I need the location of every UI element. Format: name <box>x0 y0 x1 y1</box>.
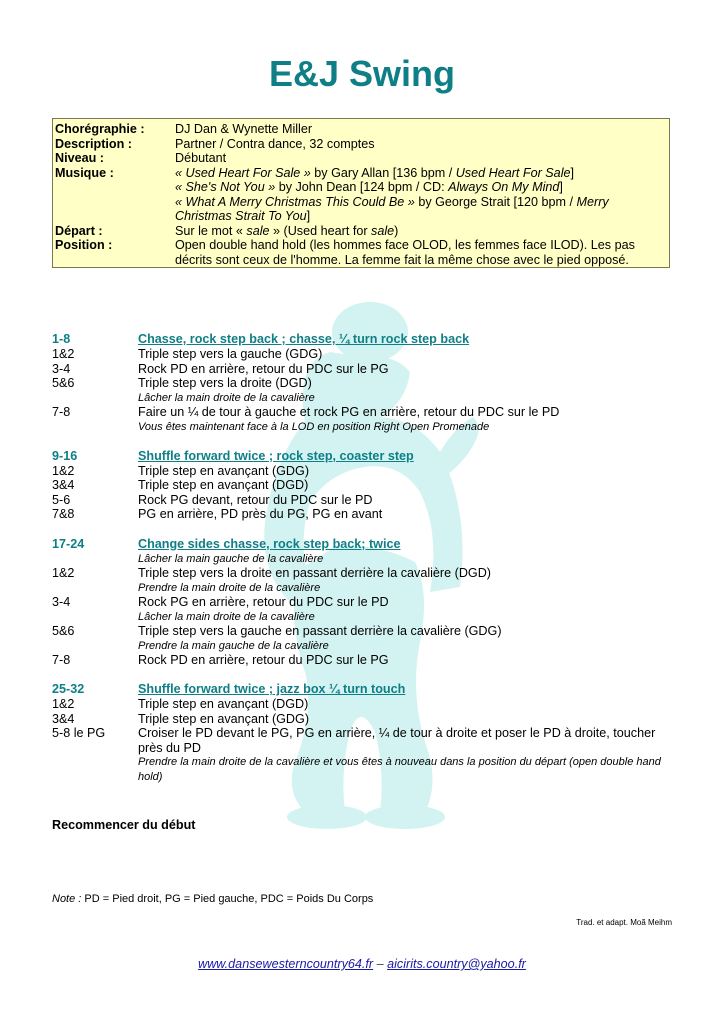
track-end: ] <box>570 165 574 180</box>
step-count: 5&6 <box>52 376 75 391</box>
step-row <box>52 595 677 610</box>
step-description: Triple step vers la droite en passant derrière la cavalière (DGD) <box>138 565 491 580</box>
step-sections <box>52 332 677 799</box>
section <box>52 537 677 668</box>
step-row <box>52 478 677 493</box>
track-details: by John Dean [124 bpm / CD: <box>275 180 449 194</box>
step-count: 1&2 <box>52 565 75 580</box>
music-list <box>175 166 669 224</box>
track-title: « She's Not You » <box>175 180 276 194</box>
info-row-music <box>55 166 669 224</box>
section-header <box>52 682 677 697</box>
track-album: Merry Christmas Strait To You <box>175 194 609 223</box>
footer-separator: – <box>373 957 388 971</box>
info-row-description <box>55 137 669 152</box>
track-details: by George Strait [120 bpm / <box>414 194 577 209</box>
position-label: Position : <box>55 238 113 252</box>
choreographer-value: DJ Dan & Wynette Miller <box>175 122 313 136</box>
legend-text: PD = Pied droit, PG = Pied gauche, PDC = Poids Du Corps <box>81 893 374 905</box>
email-link[interactable]: aicirits.country@yahoo.fr <box>387 957 526 971</box>
description-label: Description : <box>55 136 132 151</box>
start-end: ) <box>394 223 399 238</box>
step-description: Triple step vers la gauche en passant derrière la cavalière (GDG) <box>138 623 502 638</box>
step-note: Prendre la main droite de la cavalière <box>138 581 321 594</box>
page-title: E&J Swing <box>268 53 456 94</box>
step-note: Lâcher la main droite de la cavalière <box>138 610 315 623</box>
section-title: Shuffle forward twice ; jazz box ¼ turn touch <box>138 682 406 697</box>
info-row-position <box>55 238 669 267</box>
step-count: 7-8 <box>52 405 71 420</box>
step-description: PG en arrière, PD près du PG, PG en avant <box>138 507 383 522</box>
step-description: Rock PD en arrière, retour du PDC sur le PG <box>138 652 389 667</box>
section-counts: 1-8 <box>52 332 71 346</box>
track-album: Always On My Mind <box>448 180 560 194</box>
level-label: Niveau : <box>55 151 104 165</box>
step-description: Triple step en avançant (DGD) <box>138 478 309 493</box>
step-description: Triple step en avançant (DGD) <box>138 697 309 712</box>
step-description: Rock PG devant, retour du PDC sur le PD <box>138 492 373 507</box>
section-header <box>52 537 677 552</box>
start-mid: » (Used heart for <box>269 223 372 238</box>
step-row <box>52 376 677 391</box>
step-row <box>52 697 677 712</box>
step-count: 5-6 <box>52 492 71 507</box>
section-title: Change sides chasse, rock step back; twice <box>138 536 401 551</box>
step-description: Rock PD en arrière, retour du PDC sur le PG <box>138 361 389 376</box>
section-prenote: Lâcher la main gauche de la cavalière <box>138 552 324 565</box>
translation-credit: Trad. et adapt. Moã Meihm <box>576 918 672 927</box>
info-row-start <box>55 224 669 239</box>
info-row-level <box>55 151 669 166</box>
footer <box>0 957 724 971</box>
section-title: Shuffle forward twice ; rock step, coaster step <box>138 448 414 463</box>
step-note: Prendre la main droite de la cavalière et vous êtes à nouveau dans la position du départ (open double hand hold) <box>138 756 661 783</box>
start-pre: Sur le mot « <box>175 223 247 238</box>
step-count: 5&6 <box>52 623 75 638</box>
step-note: Lâcher la main droite de la cavalière <box>138 391 315 404</box>
section-header <box>52 449 677 464</box>
step-count: 3-4 <box>52 594 71 609</box>
step-row <box>52 405 677 420</box>
step-row <box>52 624 677 639</box>
start-label: Départ : <box>55 223 103 238</box>
step-count: 1&2 <box>52 347 75 361</box>
website-link[interactable]: www.dansewesterncountry64.fr <box>198 957 374 971</box>
step-count: 7&8 <box>52 507 75 522</box>
section-counts: 9-16 <box>52 448 78 463</box>
step-description: Triple step en avançant (GDG) <box>138 463 310 478</box>
step-row <box>52 347 677 362</box>
start-value <box>175 224 669 239</box>
step-count: 3-4 <box>52 361 71 376</box>
step-description: Triple step vers la gauche (GDG) <box>138 347 323 361</box>
track-end: ] <box>306 209 311 223</box>
step-count: 3&4 <box>52 478 75 493</box>
step-description: Triple step en avançant (GDG) <box>138 711 310 726</box>
start-word-2: sale <box>371 223 395 238</box>
step-note: Prendre la main gauche de la cavalière <box>138 639 329 652</box>
section-title: Chasse, rock step back ; chasse, ¼ turn rock step back <box>138 332 470 346</box>
step-row <box>52 566 677 581</box>
dance-info-box <box>52 118 670 268</box>
music-track <box>175 166 655 181</box>
abbreviation-legend <box>52 893 373 905</box>
section <box>52 682 677 784</box>
step-row <box>52 507 677 522</box>
track-details: by Gary Allan [136 bpm / <box>310 165 456 180</box>
step-count: 7-8 <box>52 652 71 667</box>
step-note: Vous êtes maintenant face à la LOD en position Right Open Promenade <box>138 420 490 433</box>
section-counts: 25-32 <box>52 682 85 697</box>
step-row <box>52 493 677 508</box>
step-count: 1&2 <box>52 463 75 478</box>
section <box>52 332 677 434</box>
start-word: sale <box>246 223 270 238</box>
step-row <box>52 362 677 377</box>
section <box>52 449 677 522</box>
step-row <box>52 726 677 755</box>
music-track <box>175 195 655 224</box>
description-value: Partner / Contra dance, 32 comptes <box>175 136 375 151</box>
track-album: Used Heart For Sale <box>455 165 571 180</box>
choreographer-label: Chorégraphie : <box>55 122 145 136</box>
step-description: Croiser le PD devant le PG, PG en arrière, ¼ de tour à droite et poser le PD à droite, toucher près du PD <box>138 726 656 755</box>
music-label: Musique : <box>55 165 114 180</box>
track-title: « What A Merry Christmas This Could Be » <box>175 194 415 209</box>
section-counts: 17-24 <box>52 536 85 551</box>
step-row <box>52 653 677 668</box>
legend-label: Note : <box>52 893 82 905</box>
step-count: 3&4 <box>52 711 75 726</box>
music-track <box>175 180 655 195</box>
level-value: Débutant <box>175 151 227 165</box>
track-title: « Used Heart For Sale » <box>175 165 311 180</box>
step-row <box>52 464 677 479</box>
step-description: Faire un ¼ de tour à gauche et rock PG en arrière, retour du PDC sur le PD <box>138 405 560 420</box>
step-row <box>52 712 677 727</box>
step-count: 5-8 le PG <box>52 726 106 741</box>
step-count: 1&2 <box>52 697 75 712</box>
section-header <box>52 332 677 347</box>
step-description: Rock PG en arrière, retour du PDC sur le PD <box>138 594 389 609</box>
restart-instruction: Recommencer du début <box>52 818 196 832</box>
position-value: Open double hand hold (les hommes face OLOD, les femmes face ILOD). Les pas décrits sont ceux de l'homme. La femme fait la même chose avec le pied opposé. <box>175 238 635 267</box>
info-row-choreographer <box>55 122 669 137</box>
track-end: ] <box>559 180 563 194</box>
step-description: Triple step vers la droite (DGD) <box>138 376 312 391</box>
